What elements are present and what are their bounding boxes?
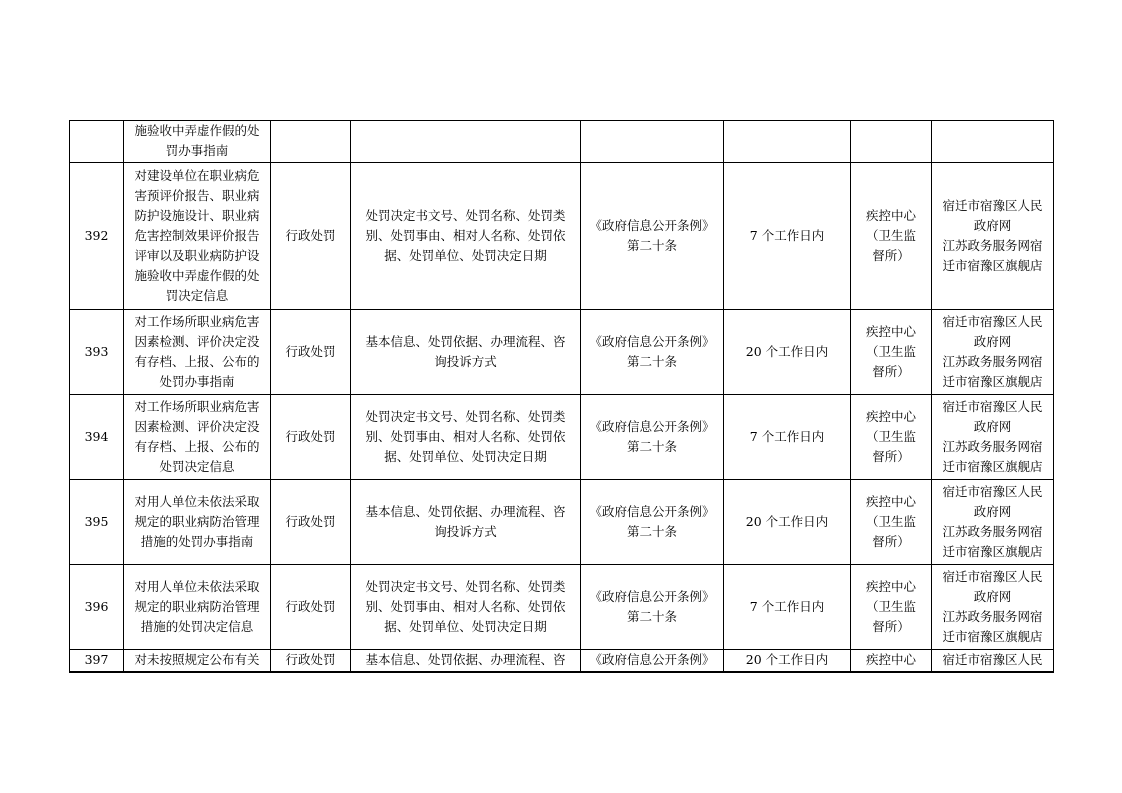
item-category: 行政处罚: [271, 650, 351, 672]
disclosure-channel: 宿迁市宿豫区人民 政府网 江苏政务服务网宿 迁市宿豫区旗舰店: [932, 565, 1054, 650]
item-category: 行政处罚: [271, 565, 351, 650]
time-limit: 7 个工作日内: [724, 565, 851, 650]
disclosure-channel: 宿迁市宿豫区人民 政府网 江苏政务服务网宿 迁市宿豫区旗舰店: [932, 480, 1054, 565]
disclosure-channel: 宿迁市宿豫区人民 政府网 江苏政务服务网宿 迁市宿豫区旗舰店: [932, 163, 1054, 310]
item-name: 施验收中弄虚作假的处 罚办事指南: [124, 121, 271, 163]
row-number: 396: [70, 565, 124, 650]
item-category: 行政处罚: [271, 310, 351, 395]
item-category: [271, 121, 351, 163]
table-row: [70, 163, 1054, 310]
time-limit: 20 个工作日内: [724, 480, 851, 565]
disclosure-channel: 宿迁市宿豫区人民 政府网 江苏政务服务网宿 迁市宿豫区旗舰店: [932, 310, 1054, 395]
disclosure-basis: 《政府信息公开条例》 第二十条: [581, 163, 724, 310]
time-limit: 20 个工作日内: [724, 650, 851, 672]
responsible-dept: 疾控中心 （卫生监 督所）: [851, 480, 932, 565]
disclosure-basis: 《政府信息公开条例》 第二十条: [581, 480, 724, 565]
row-number: [70, 121, 124, 163]
time-limit: [724, 121, 851, 163]
item-name: 对用人单位未依法采取 规定的职业病防治管理 措施的处罚决定信息: [124, 565, 271, 650]
row-number: 393: [70, 310, 124, 395]
responsible-dept: [851, 121, 932, 163]
responsible-dept: 疾控中心 （卫生监 督所）: [851, 395, 932, 480]
disclosure-content: 基本信息、处罚依据、办理流程、咨: [351, 650, 581, 672]
disclosure-channel: [932, 121, 1054, 163]
responsible-dept: 疾控中心 （卫生监 督所）: [851, 565, 932, 650]
row-number: 392: [70, 163, 124, 310]
disclosure-basis: 《政府信息公开条例》 第二十条: [581, 395, 724, 480]
disclosure-content: 处罚决定书文号、处罚名称、处罚类 别、处罚事由、相对人名称、处罚依 据、处罚单位、处罚决定日期: [351, 163, 581, 310]
disclosure-channel: 宿迁市宿豫区人民: [932, 650, 1054, 672]
disclosure-basis: 《政府信息公开条例》: [581, 650, 724, 672]
table-row: [70, 480, 1054, 565]
item-name: 对未按照规定公布有关: [124, 650, 271, 672]
row-number: 395: [70, 480, 124, 565]
table-row: [70, 395, 1054, 480]
item-name: 对工作场所职业病危害 因素检测、评价决定没 有存档、上报、公布的 处罚决定信息: [124, 395, 271, 480]
table-row: [70, 310, 1054, 395]
item-name: 对用人单位未依法采取 规定的职业病防治管理 措施的处罚办事指南: [124, 480, 271, 565]
item-category: 行政处罚: [271, 163, 351, 310]
disclosure-content: 基本信息、处罚依据、办理流程、咨 询投诉方式: [351, 480, 581, 565]
disclosure-channel: 宿迁市宿豫区人民 政府网 江苏政务服务网宿 迁市宿豫区旗舰店: [932, 395, 1054, 480]
time-limit: 7 个工作日内: [724, 163, 851, 310]
time-limit: 20 个工作日内: [724, 310, 851, 395]
disclosure-basis: 《政府信息公开条例》 第二十条: [581, 310, 724, 395]
item-category: 行政处罚: [271, 395, 351, 480]
table-row: [70, 121, 1054, 163]
row-number: 394: [70, 395, 124, 480]
table-row: [70, 650, 1054, 672]
disclosure-table: [69, 120, 1054, 673]
row-number: 397: [70, 650, 124, 672]
disclosure-content: 基本信息、处罚依据、办理流程、咨 询投诉方式: [351, 310, 581, 395]
table-row: [70, 565, 1054, 650]
item-name: 对工作场所职业病危害 因素检测、评价决定没 有存档、上报、公布的 处罚办事指南: [124, 310, 271, 395]
item-name: 对建设单位在职业病危 害预评价报告、职业病 防护设施设计、职业病 危害控制效果评价报告 评审以及职业病防护设 施验收中弄虚作假的处 罚决定信息: [124, 163, 271, 310]
item-category: 行政处罚: [271, 480, 351, 565]
disclosure-content: 处罚决定书文号、处罚名称、处罚类 别、处罚事由、相对人名称、处罚依 据、处罚单位、处罚决定日期: [351, 565, 581, 650]
responsible-dept: 疾控中心 （卫生监 督所）: [851, 163, 932, 310]
responsible-dept: 疾控中心 （卫生监 督所）: [851, 310, 932, 395]
disclosure-basis: 《政府信息公开条例》 第二十条: [581, 565, 724, 650]
disclosure-basis: [581, 121, 724, 163]
time-limit: 7 个工作日内: [724, 395, 851, 480]
disclosure-content: [351, 121, 581, 163]
disclosure-content: 处罚决定书文号、处罚名称、处罚类 别、处罚事由、相对人名称、处罚依 据、处罚单位、处罚决定日期: [351, 395, 581, 480]
responsible-dept: 疾控中心: [851, 650, 932, 672]
